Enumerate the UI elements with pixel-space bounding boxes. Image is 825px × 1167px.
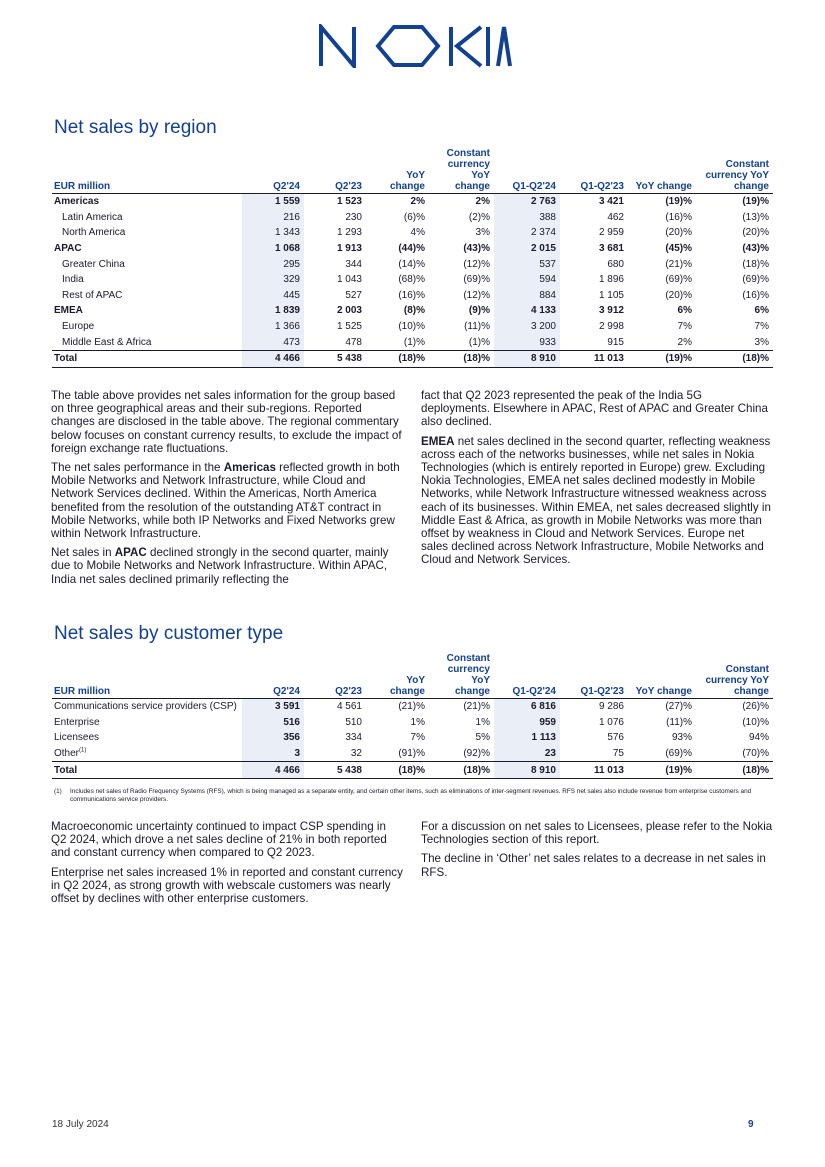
table-cell: (44)% [398, 243, 425, 255]
region-emphasis: EMEA [421, 434, 455, 448]
table-cell: 510 [345, 716, 362, 728]
table-cell: 4 133 [494, 303, 560, 319]
table-cell: (92)% [463, 748, 490, 760]
table-cell: 8 910 [494, 350, 560, 367]
table-row [52, 303, 773, 319]
table-cell: 93% [671, 732, 692, 744]
table-cell: 4 466 [242, 350, 304, 367]
table-cell: (18)% [366, 350, 429, 367]
table-row [52, 272, 773, 288]
region-emphasis: APAC [114, 546, 147, 560]
paragraph: fact that Q2 2023 represented the peak of the India 5G deployments. Elsewhere in APAC, Rest of APAC and Greater China also declined. [421, 389, 768, 429]
row-label: North America [62, 227, 126, 239]
nokia-logo [318, 24, 512, 68]
table-cell: 680 [607, 258, 624, 270]
table-cell: 4 561 [336, 701, 362, 713]
table-cell: (21)% [463, 701, 490, 713]
customer-section-title: Net sales by customer type [54, 623, 284, 644]
table-cell: 7% [410, 732, 425, 744]
table-cell: 516 [242, 715, 304, 731]
table-cell: (1)% [468, 336, 490, 348]
table-cell: (20)% [665, 227, 692, 239]
table-cell: (26)% [742, 701, 769, 713]
table-cell: (14)% [398, 258, 425, 270]
table-cell: (11)% [666, 716, 692, 728]
table-cell: 527 [345, 289, 362, 301]
table-row [52, 319, 773, 335]
row-label: Communications service providers (CSP) [54, 701, 237, 713]
column-header: YoY change [628, 148, 696, 194]
table-row [52, 699, 773, 715]
paragraph: The table above provides net sales information for the group based on three geographical areas and their sub-regions. Reported changes are disclosed in the table above. The regional commentary below focuses on constant currency results, to exclude the impact of foreign exchange rate fluctuations. [51, 389, 402, 455]
table-row [52, 194, 773, 210]
table-cell: (18)% [696, 350, 773, 367]
table-row [52, 210, 773, 226]
table-cell: 2% [410, 196, 425, 208]
table-cell: 4 466 [242, 762, 304, 779]
table-cell: (10)% [742, 716, 769, 728]
table-cell: 3 421 [598, 196, 624, 208]
table-cell: 5 438 [304, 762, 366, 779]
table-cell: (12)% [463, 289, 490, 301]
row-label: Enterprise [54, 716, 100, 728]
column-header: Q2'24 [242, 653, 304, 699]
table-cell: 216 [242, 210, 304, 226]
region-commentary-right [421, 389, 773, 573]
table-cell: 1 043 [336, 274, 362, 286]
table-cell: (18)% [366, 762, 429, 779]
paragraph: Macroeconomic uncertainty continued to impact CSP spending in Q2 2024, which drove a net sales decline of 21% in both reported and constant currency when compared to Q2 2023. [51, 820, 387, 860]
table-cell: 884 [494, 288, 560, 304]
table-cell: 3 912 [598, 305, 624, 317]
row-label: Latin America [62, 211, 123, 223]
table-cell: (16)% [742, 289, 769, 301]
table-cell: (70)% [742, 748, 769, 760]
row-label: Total [52, 350, 242, 367]
table-cell: (18)% [429, 762, 494, 779]
table-cell: 2% [677, 336, 692, 348]
table-cell: 334 [345, 732, 362, 744]
row-label: Rest of APAC [62, 289, 123, 301]
footnote-number: (1) [54, 788, 62, 795]
table-cell: (43)% [742, 243, 769, 255]
table-cell: (69)% [742, 274, 769, 286]
table-cell: (6)% [403, 211, 425, 223]
table-cell: 11 013 [560, 762, 628, 779]
column-header: EUR million [52, 653, 242, 699]
table-cell: (18)% [742, 258, 769, 270]
table-cell: 7% [754, 321, 769, 333]
table-cell: 5% [475, 732, 490, 744]
table-cell: 1 105 [598, 289, 624, 301]
paragraph: EMEA net sales declined in the second quarter, reflecting weakness across each of the networks businesses, while net sales in Nokia Technologies (which is entirely reported in Europe) grew. Excluding Nokia Technologies, EMEA net sales declined modestly in Mobile Networks, while Network Infrastructure witnessed weakness across each of its businesses. Within EMEA, net sales decreased slightly in Middle East & Africa, as growth in Mobile Networks was more than offset by weakness in Cloud and Network Services. Europe net sales declined across Network Infrastructure, Mobile Networks and Cloud and Network Services. [421, 434, 771, 567]
table-row [52, 715, 773, 731]
table-cell: 356 [242, 730, 304, 746]
table-cell: 388 [494, 210, 560, 226]
row-label: Europe [62, 321, 95, 333]
table-cell: 295 [242, 256, 304, 272]
table-cell: (69)% [665, 274, 692, 286]
column-header: Constant currency YoY change [429, 653, 494, 699]
table-row [52, 288, 773, 304]
table-cell: (69)% [665, 748, 692, 760]
footnote-text: Includes net sales of Radio Frequency Systems (RFS), which is being managed as a separate entity, and certain other items, such as eliminations of inter-segment revenues. RFS net sales also include revenue from enterprise customers and communications service providers. [70, 788, 752, 803]
table-cell: 5 438 [304, 350, 366, 367]
column-header: Q2'23 [304, 148, 366, 194]
table-cell: 11 013 [560, 350, 628, 367]
table-cell: 1 068 [242, 241, 304, 257]
table-cell: 1 525 [336, 321, 362, 333]
table-cell: (19)% [742, 196, 769, 208]
paragraph: The decline in ‘Other’ net sales relates to a decrease in net sales in RFS. [421, 852, 766, 879]
table-cell: 2 015 [494, 241, 560, 257]
table-cell: 9 286 [598, 701, 624, 713]
table-cell: 3% [475, 227, 490, 239]
table-cell: 1 913 [336, 243, 362, 255]
table-cell: (11)% [464, 321, 490, 333]
column-header: Q1-Q2'23 [560, 148, 628, 194]
table-row [52, 225, 773, 241]
column-header: Q1-Q2'24 [494, 653, 560, 699]
row-label: EMEA [54, 305, 83, 317]
column-header: Q1-Q2'23 [560, 653, 628, 699]
table-cell: 1 839 [242, 303, 304, 319]
table-cell: 1 343 [242, 225, 304, 241]
table-cell: 1 896 [598, 274, 624, 286]
customer-commentary-right [421, 820, 773, 885]
table-cell: 462 [607, 211, 624, 223]
table-row [52, 746, 773, 762]
row-label: APAC [54, 243, 82, 255]
table-cell: 959 [494, 715, 560, 731]
table-cell: 3% [754, 336, 769, 348]
table-cell: (10)% [398, 321, 425, 333]
table-cell: (43)% [463, 243, 490, 255]
column-header: Q2'24 [242, 148, 304, 194]
region-commentary-left [51, 389, 403, 592]
column-header: EUR million [52, 148, 242, 194]
column-header: Q1-Q2'24 [494, 148, 560, 194]
table-row [52, 762, 773, 779]
customer-commentary-left [51, 820, 403, 911]
table-cell: (19)% [628, 350, 696, 367]
table-row [52, 334, 773, 350]
paragraph: Net sales in APAC declined strongly in the second quarter, mainly due to Mobile Networks and Network Infrastructure. Within APAC, India net sales declined primarily reflecting the [51, 546, 389, 586]
table-cell: 3 591 [242, 699, 304, 715]
table-cell: 537 [494, 256, 560, 272]
column-header: Constant currency YoY change [696, 653, 773, 699]
table-cell: 2 763 [494, 194, 560, 210]
table-row [52, 730, 773, 746]
footnote-ref: (1) [79, 747, 87, 754]
table-cell: 329 [242, 272, 304, 288]
table-row [52, 256, 773, 272]
table-cell: 94% [748, 732, 769, 744]
table-cell: 7% [677, 321, 692, 333]
page-number: 9 [748, 1119, 754, 1130]
table-cell: (45)% [665, 243, 692, 255]
table-cell: 473 [242, 334, 304, 350]
region-emphasis: Americas [223, 461, 276, 475]
table-cell: (20)% [742, 227, 769, 239]
column-header: YoY change [628, 653, 696, 699]
customer-table [52, 653, 773, 779]
row-label: India [62, 274, 84, 286]
table-cell: (21)% [665, 258, 692, 270]
table-cell: 445 [242, 288, 304, 304]
table-cell: 1 076 [598, 716, 624, 728]
table-cell: 4% [410, 227, 425, 239]
table-cell: (21)% [398, 701, 425, 713]
table-cell: (13)% [742, 211, 769, 223]
row-label: Total [52, 762, 242, 779]
table-cell: 2 998 [598, 321, 624, 333]
table-cell: 2 003 [336, 305, 362, 317]
table-cell: (8)% [403, 305, 425, 317]
column-header: YoY change [366, 653, 429, 699]
column-header: Constant currency YoY change [429, 148, 494, 194]
table-cell: 2 959 [598, 227, 624, 239]
table-cell: (2)% [468, 211, 490, 223]
table-cell: 2 374 [494, 225, 560, 241]
table-cell: 6 816 [494, 699, 560, 715]
table-cell: 1 366 [242, 319, 304, 335]
table-cell: 1 559 [242, 194, 304, 210]
table-cell: 23 [494, 746, 560, 762]
paragraph: Enterprise net sales increased 1% in reported and constant currency in Q2 2024, as strong growth with webscale customers was nearly offset by declines with other enterprise customers. [51, 865, 403, 906]
table-cell: (68)% [398, 274, 425, 286]
table-cell: 1 523 [336, 196, 362, 208]
table-cell: 594 [494, 272, 560, 288]
table-cell: 3 681 [598, 243, 624, 255]
table-cell: 1% [475, 716, 490, 728]
footer-date: 18 July 2024 [52, 1119, 109, 1130]
region-table [52, 148, 773, 368]
table-cell: (12)% [463, 258, 490, 270]
table-cell: 344 [345, 258, 362, 270]
table-cell: 6% [754, 305, 769, 317]
table-cell: 1 293 [336, 227, 362, 239]
row-label: Licensees [54, 732, 100, 744]
row-label: Other$^{(1)}$ [54, 747, 87, 760]
table-row [52, 350, 773, 367]
customer-footnote [54, 788, 774, 804]
row-label: Middle East & Africa [62, 336, 152, 348]
table-cell: 478 [345, 336, 362, 348]
table-cell: 915 [607, 336, 624, 348]
table-cell: 576 [607, 732, 624, 744]
table-cell: (69)% [463, 274, 490, 286]
table-cell: (19)% [628, 762, 696, 779]
table-cell: (1)% [403, 336, 425, 348]
region-section-title: Net sales by region [54, 117, 217, 138]
table-cell: 32 [350, 748, 362, 760]
table-cell: (27)% [665, 701, 692, 713]
row-label: Americas [54, 196, 100, 208]
table-cell: 6% [677, 305, 692, 317]
table-cell: (91)% [398, 748, 425, 760]
table-row [52, 241, 773, 257]
table-cell: 3 200 [494, 319, 560, 335]
column-header: Constant currency YoY change [696, 148, 773, 194]
paragraph: For a discussion on net sales to Licensees, please refer to the Nokia Technologies section of this report. [421, 820, 773, 847]
row-label: Greater China [62, 258, 125, 270]
table-cell: 933 [494, 334, 560, 350]
table-cell: 75 [612, 748, 624, 760]
table-cell: 3 [242, 746, 304, 762]
table-cell: (18)% [696, 762, 773, 779]
paragraph: The net sales performance in the Americas reflected growth in both Mobile Networks and Network Infrastructure, while Cloud and Network Services declined. Within the Americas, North America benefited from the resolution of the outstanding AT&T contract in Mobile Networks, while both IP Networks and Fixed Networks grew within Network Infrastructure. [51, 461, 400, 541]
table-cell: 8 910 [494, 762, 560, 779]
column-header: YoY change [366, 148, 429, 194]
table-cell: (20)% [665, 289, 692, 301]
table-cell: 1% [410, 716, 425, 728]
column-header: Q2'23 [304, 653, 366, 699]
table-cell: (9)% [468, 305, 490, 317]
table-cell: (19)% [665, 196, 692, 208]
table-cell: 2% [475, 196, 490, 208]
table-cell: 1 113 [494, 730, 560, 746]
table-cell: (16)% [398, 289, 425, 301]
table-cell: 230 [345, 211, 362, 223]
table-cell: (18)% [429, 350, 494, 367]
table-cell: (16)% [665, 211, 692, 223]
